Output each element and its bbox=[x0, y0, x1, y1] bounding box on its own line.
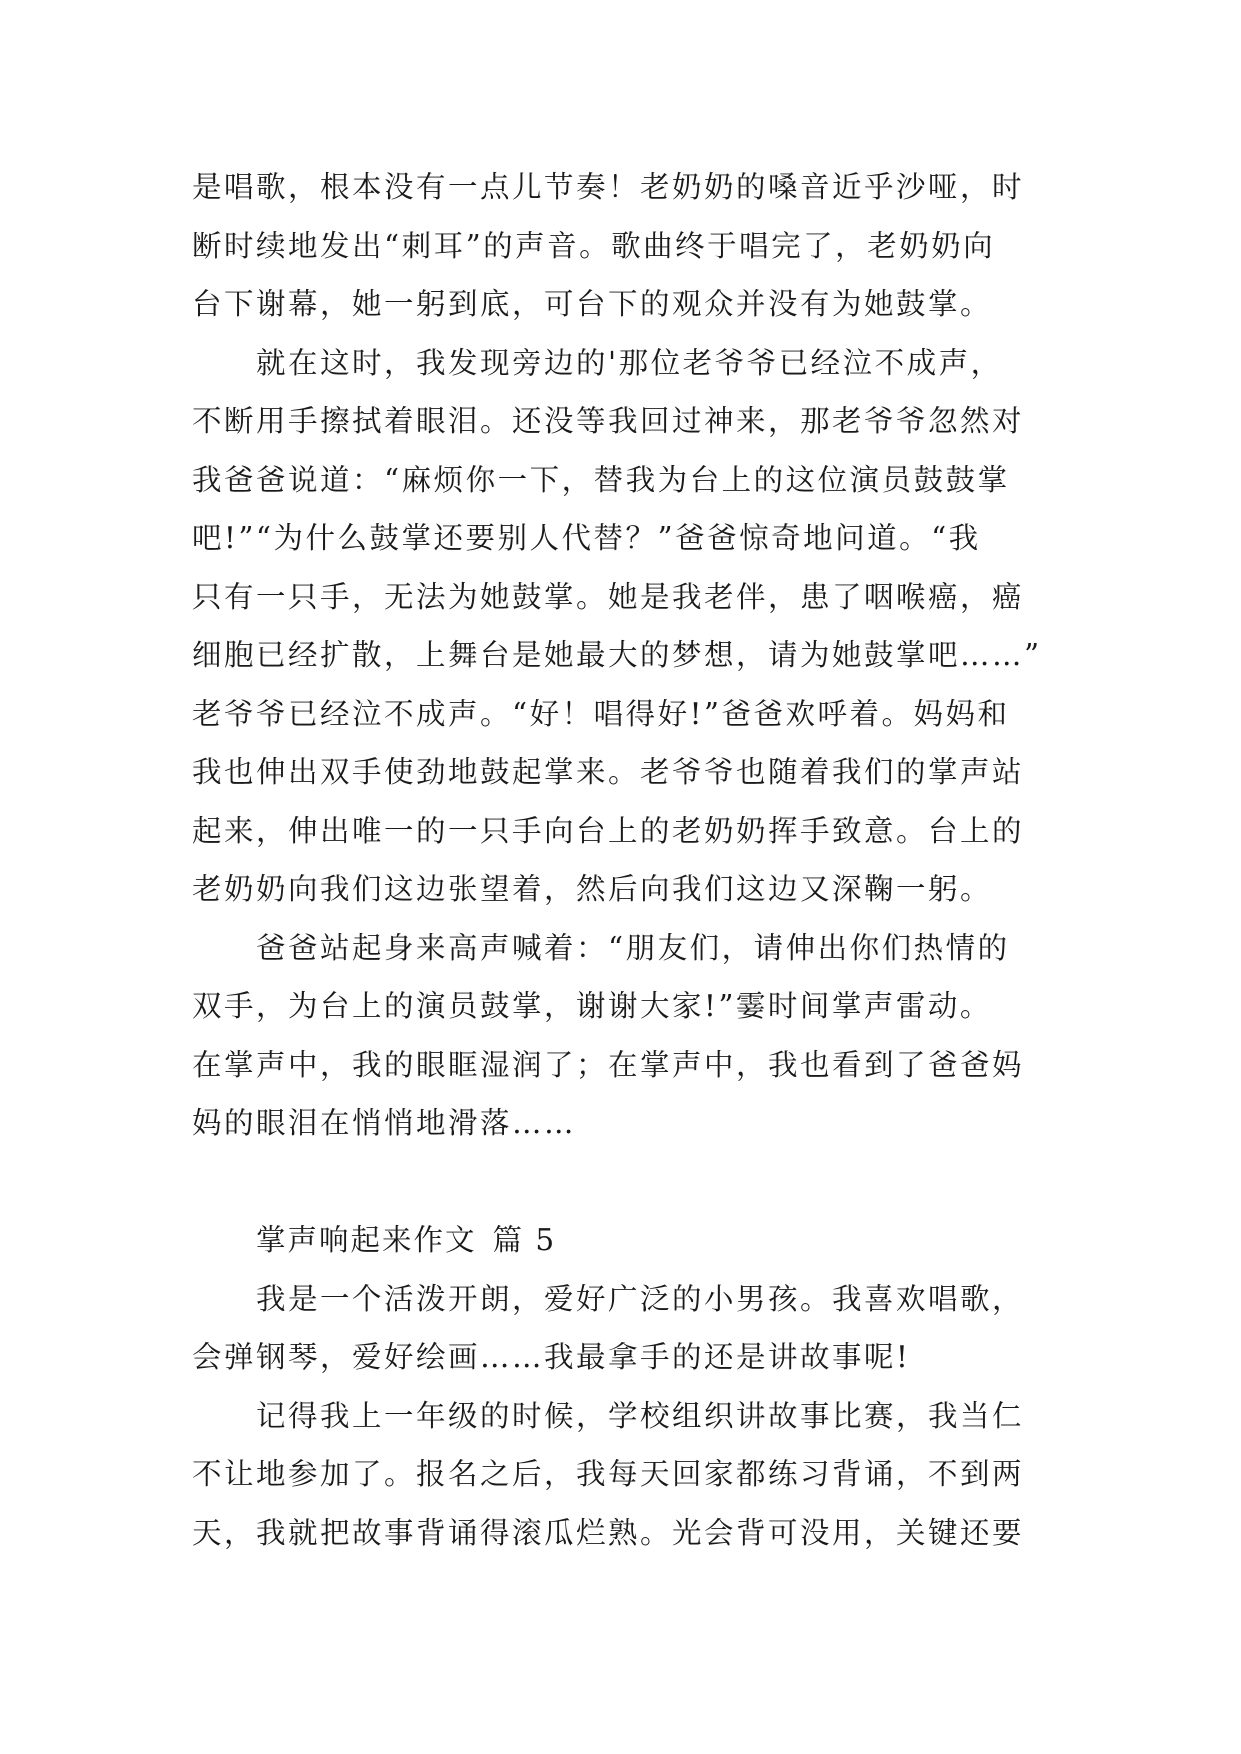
text-line: 断时续地发出“刺耳”的声音。歌曲终于唱完了，老奶奶向 bbox=[192, 228, 996, 263]
text-line: 起来，伸出唯一的一只手向台上的老奶奶挥手致意。台上的 bbox=[192, 813, 1025, 848]
text-line: 在掌声中，我的眼眶湿润了；在掌声中，我也看到了爸爸妈 bbox=[192, 1047, 1025, 1082]
text-line: 天，我就把故事背诵得滚瓜烂熟。光会背可没用，关键还要 bbox=[192, 1515, 1025, 1550]
text-line: 老奶奶向我们这边张望着，然后向我们这边又深鞠一躬。 bbox=[192, 872, 993, 906]
text-line: 妈的眼泪在悄悄地滑落…… bbox=[192, 1106, 577, 1140]
heading-title: 掌声响起来作文 bbox=[256, 1223, 477, 1257]
text-line: 吧!”“为什么鼓掌还要别人代替？”爸爸惊奇地问道。“我 bbox=[192, 521, 981, 555]
text-line: 会弹钢琴，爱好绘画……我最拿手的还是讲故事呢! bbox=[192, 1340, 911, 1374]
text-line: 就在这时，我发现旁边的'那位老爷爷已经泣不成声， bbox=[192, 345, 1003, 380]
text-line: 我也伸出双手使劲地鼓起掌来。老爷爷也随着我们的掌声站 bbox=[192, 755, 1025, 789]
paragraph-2 bbox=[192, 334, 1052, 919]
text-line: 老爷爷已经泣不成声。“好！唱得好!”爸爸欢呼着。妈妈和 bbox=[192, 696, 1010, 731]
text-line: 台下谢幕，她一躬到底，可台下的观众并没有为她鼓掌。 bbox=[192, 287, 993, 321]
paragraph-1 bbox=[192, 158, 1052, 334]
paragraph-4 bbox=[192, 1270, 1052, 1387]
document-body bbox=[192, 158, 1052, 1562]
text-line: 我是一个活泼开朗，爱好广泛的小男孩。我喜欢唱歌， bbox=[192, 1281, 1025, 1316]
text-line: 不让地参加了。报名之后，我每天回家都练习背诵，不到两 bbox=[192, 1457, 1025, 1491]
text-line: 记得我上一年级的时候，学校组织讲故事比赛，我当仁 bbox=[192, 1398, 1025, 1433]
text-line: 是唱歌，根本没有一点儿节奏！老奶奶的嗓音近乎沙哑，时 bbox=[192, 170, 1025, 204]
section-spacer bbox=[192, 1153, 1052, 1212]
text-line: 双手，为台上的演员鼓掌，谢谢大家!”霎时间掌声雷动。 bbox=[192, 989, 992, 1023]
section-heading bbox=[192, 1211, 1052, 1270]
paragraph-5 bbox=[192, 1387, 1052, 1563]
text-line: 细胞已经扩散，上舞台是她最大的梦想，请为她鼓掌吧……” bbox=[192, 638, 1042, 672]
text-line: 不断用手擦拭着眼泪。还没等我回过神来，那老爷爷忽然对 bbox=[192, 404, 1025, 438]
heading-part: 篇 5 bbox=[492, 1223, 557, 1257]
text-line: 爸爸站起身来高声喊着：“朋友们，请伸出你们热情的 bbox=[192, 930, 1010, 965]
text-line: 只有一只手，无法为她鼓掌。她是我老伴，患了咽喉癌，癌 bbox=[192, 579, 1025, 614]
text-line: 我爸爸说道：“麻烦你一下，替我为台上的这位演员鼓鼓掌 bbox=[192, 462, 1010, 497]
paragraph-3 bbox=[192, 919, 1052, 1153]
